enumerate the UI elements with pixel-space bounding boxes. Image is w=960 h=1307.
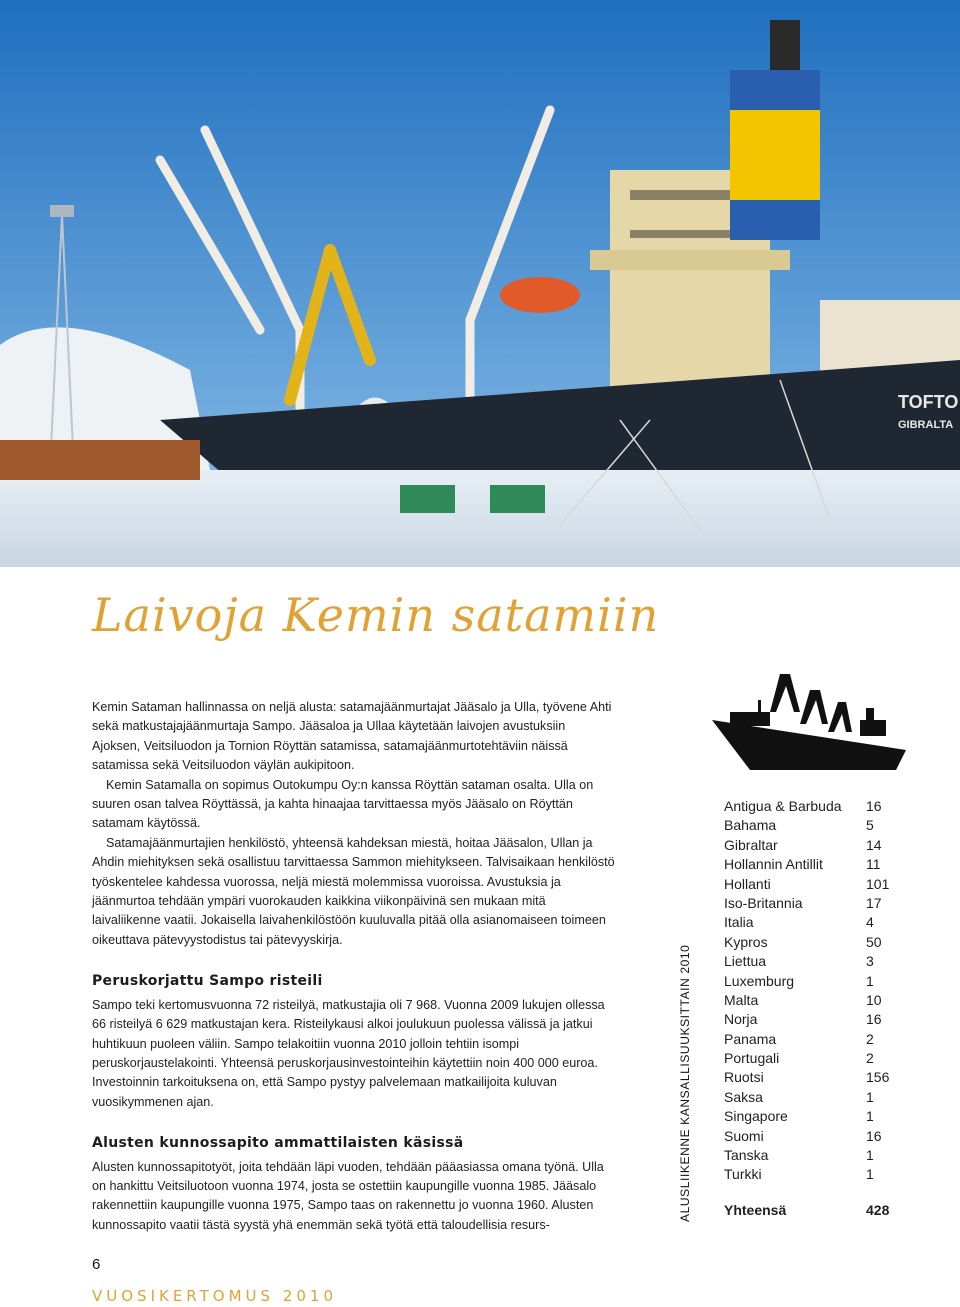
table-row (724, 1068, 894, 1087)
country-name: Hollanti (724, 875, 771, 892)
country-name: Panama (724, 1030, 777, 1047)
country-name: Luxemburg (724, 972, 795, 989)
hull-text-name: TOFTO (898, 392, 959, 412)
lifeboat (500, 277, 580, 313)
paragraph: Satamajäänmurtajien henkilöstö, yhteensä kahdeksan miestä, hoitaa Jääsalon, Ullan ja Ahdin miehityksen sekä osallistuu tarvittaessa Sammon miehitykseen. Talvisaikaan henkilöstö työskentelee kahdessa vuorossa, neljä miestä molemmissa vuoroissa. Avustuksia ja jäänmurtoa tehdään ympäri vuorokauden kaikkina viikonpäivinä sen mukaan mitä laivaliikenne vaatii. Jokaisella laivahenkilöstöön kuuluvalla pitää olla asianomaiseen toimeen oikeuttava pätevyystodistus tai pätevyyskirja. (92, 835, 615, 947)
country-name: Norja (724, 1011, 758, 1028)
harbor-photo (0, 0, 960, 567)
report-title-footer: VUOSIKERTOMUS 2010 (92, 1287, 337, 1305)
ship-count: 2 (866, 1030, 874, 1047)
country-name: Turkki (724, 1166, 762, 1183)
dock-building (0, 440, 200, 480)
table-row (724, 972, 894, 991)
table-total-row (724, 1201, 894, 1220)
harbor-illustration (0, 0, 960, 567)
container-green-2 (490, 485, 545, 513)
ship-count: 11 (866, 856, 881, 873)
table-row (724, 1088, 894, 1107)
country-name: Italia (724, 914, 754, 931)
table-row (724, 875, 894, 894)
ship-count: 1 (866, 1166, 874, 1183)
country-name: Kypros (724, 933, 768, 950)
table-row (724, 1107, 894, 1126)
country-name: Hollannin Antillit (724, 856, 823, 873)
funnel-blue-band (730, 70, 820, 110)
country-name: Malta (724, 991, 759, 1008)
table-row (724, 1030, 894, 1049)
ship-count: 1 (866, 1108, 874, 1125)
country-name: Tanska (724, 1147, 769, 1164)
ship-count: 5 (866, 817, 874, 834)
page-title: Laivoja Kemin satamiin (92, 588, 660, 642)
ship-count: 16 (866, 1127, 882, 1144)
ship-count: 1 (866, 1088, 874, 1105)
table-row (724, 894, 894, 913)
table-row (724, 1049, 894, 1068)
table-row (724, 1010, 894, 1029)
table-row (724, 913, 894, 932)
total-value: 428 (866, 1201, 890, 1218)
ship-count: 10 (866, 991, 882, 1008)
section-heading: Alusten kunnossapito ammattilaisten käsissä (92, 1135, 464, 1152)
table-row (724, 836, 894, 855)
country-name: Ruotsi (724, 1069, 764, 1086)
table-row (724, 1127, 894, 1146)
table-row (724, 952, 894, 971)
main-article (92, 698, 615, 1235)
table-row (724, 1146, 894, 1165)
paragraph: Kemin Satamalla on sopimus Outokumpu Oy:n kanssa Röyttän sataman osalta. Ulla on suuren osan talvea Röyttässä, ja kahta hinaajaa tarvittaessa myös Jääsalo on Röyttän satamam käytössä. (92, 777, 594, 831)
ship-silhouette-icon (710, 672, 910, 772)
table-row (724, 855, 894, 874)
country-name: Iso-Britannia (724, 894, 803, 911)
table-row (724, 1165, 894, 1184)
section-paragraph: Sampo teki kertomusvuonna 72 risteilyä, matkustajia oli 7 968. Vuonna 2009 lukujen ollessa 66 risteilyä 6 629 matkustajan kera. Risteilykausi alkoi joulukuun puolessa välissä ja jatkui huhtikuun puoleen väliin. Sampo telakoitiin vuonna 2010 jolloin tehtiin isompi peruskorjaustelakointi. Yhteensä peruskorjausinvestointeihin käytettiin noin 400 000 euroa. Investoinnin tarkoituksena on, että Sampo pystyy palvelemaan matkailijoita kuluvan vuosikymmenen ajan. (92, 997, 605, 1109)
page-number: 6 (92, 1256, 101, 1273)
ship-count: 4 (866, 914, 874, 931)
ship-count: 101 (866, 875, 890, 892)
country-name: Saksa (724, 1088, 763, 1105)
funnel-yellow-band (730, 110, 820, 200)
ship-count: 14 (866, 836, 882, 853)
ship-nationality-table (724, 797, 894, 1220)
table-vertical-label: ALUSLIIKENNE KANSALLISUUKSITTAIN 2010 (678, 944, 692, 1222)
ship-count: 17 (866, 894, 882, 911)
ship-count: 3 (866, 953, 874, 970)
ice-field (0, 470, 960, 567)
hull-text-port: GIBRALTA (898, 419, 954, 431)
ship-count: 16 (866, 1011, 882, 1028)
country-name: Antigua & Barbuda (724, 798, 842, 814)
ship-count: 1 (866, 972, 874, 989)
country-name: Gibraltar (724, 836, 778, 853)
country-name: Suomi (724, 1127, 764, 1144)
ship-count: 2 (866, 1050, 874, 1067)
ship-count: 16 (866, 798, 882, 814)
section-heading: Peruskorjattu Sampo risteili (92, 973, 323, 990)
country-name: Portugali (724, 1050, 780, 1067)
country-name: Bahama (724, 817, 777, 834)
table-row (724, 933, 894, 952)
country-name: Singapore (724, 1108, 788, 1125)
funnel-top (770, 20, 800, 70)
paragraph: Kemin Sataman hallinnassa on neljä alusta: satamajäänmurtajat Jääsalo ja Ulla, työvene Ahti sekä matkustajajäänmurtaja Sampo. Jääsaloa ja Ullaa käytetään laivojen avustuksiin Ajoksen, Veitsiluodon ja Tornion Röyttän satamissa, satamajäänmurtotehtäviin näissä satamissa sekä Veitsiluodon väylän aukipitoon. (92, 700, 612, 773)
total-label: Yhteensä (724, 1201, 787, 1218)
table-row (724, 991, 894, 1010)
ship-count: 50 (866, 933, 882, 950)
table-row (724, 797, 894, 816)
container-green-1 (400, 485, 455, 513)
section-paragraph: Alusten kunnossapitotyöt, joita tehdään läpi vuoden, tehdään pääasiassa omana työnä. Ulla on hankittu Veitsiluotoon vuonna 1974, josta se ostettiin kaupungille vuonna 1985. Jääsalo rakennettiin kaupungille vuonna 1975, Sampo taas on rakennettu jo vuonna 1960. Alusten kunnossapito vaatii tästä syystä yhä enemmän sekä työtä että taloudellisia resurs- (92, 1159, 604, 1232)
table-row (724, 816, 894, 835)
ship-count: 156 (866, 1069, 890, 1086)
country-name: Liettua (724, 953, 767, 970)
ship-count: 1 (866, 1147, 874, 1164)
